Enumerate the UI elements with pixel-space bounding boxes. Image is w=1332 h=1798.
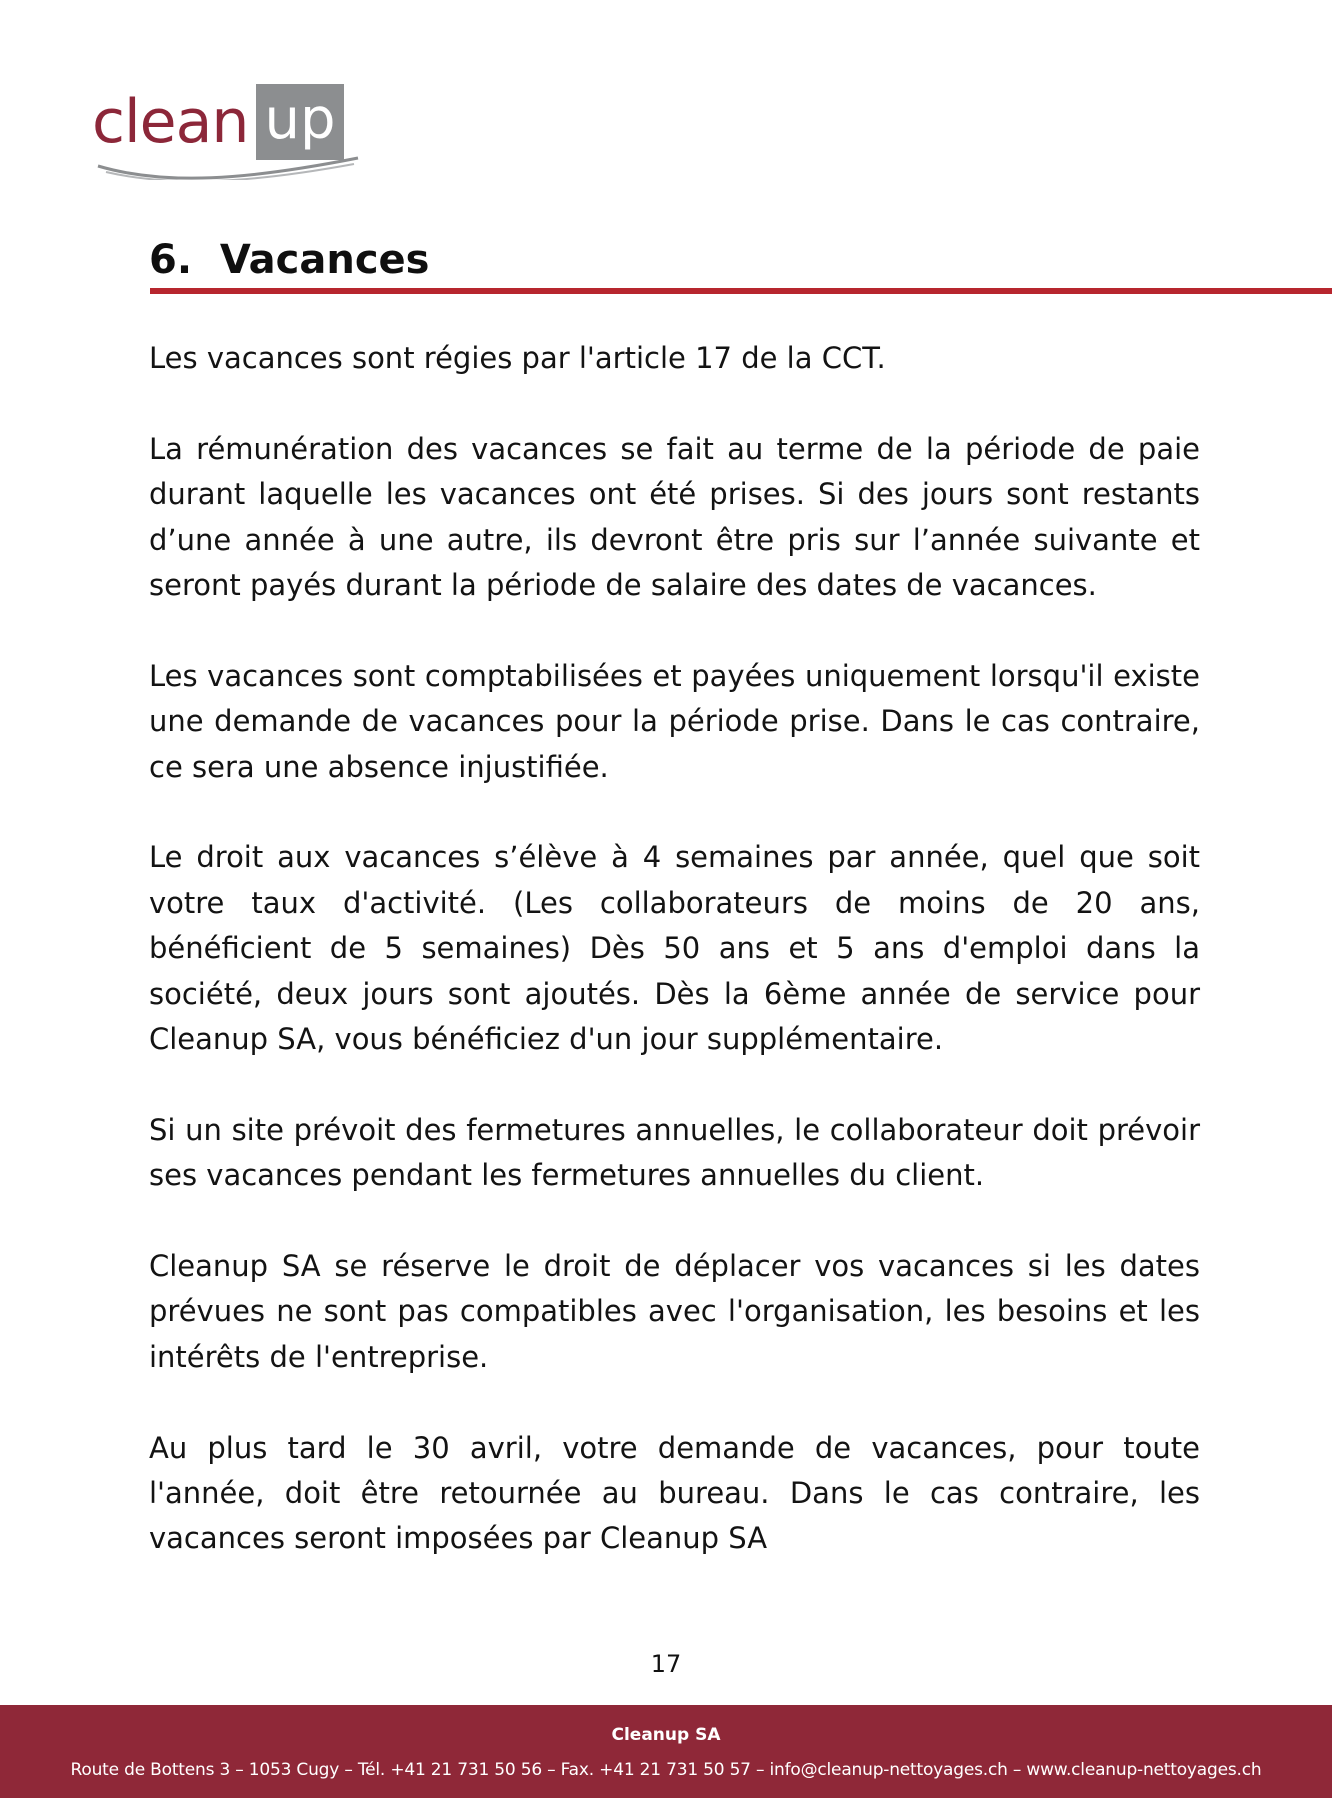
- paragraph-entitlement: Le droit aux vacances s’élève à 4 semaines par année, quel que soit votre taux d'activité. (Les collaborateurs de moins de 20 ans, bénéficient de 5 semaines) Dès 50 ans et 5 ans d'emploi dans la société, deux jours sont ajoutés. Dès la 6ème année de service pour Cleanup SA, vous bénéficiez d'un jour supplémentaire.: [149, 840, 1200, 1057]
- logo-text-up: up: [264, 87, 336, 152]
- heading-underline: [150, 288, 1332, 294]
- paragraph-reschedule-right: Cleanup SA se réserve le droit de déplacer vos vacances si les dates prévues ne sont pas compatibles avec l'organisation, les besoins et les intérêts de l'entreprise.: [149, 1249, 1200, 1374]
- paragraph-deadline: Au plus tard le 30 avril, votre demande de vacances, pour toute l'année, doit être retournée au bureau. Dans le cas contraire, les vacances seront imposées par Cleanup SA: [149, 1430, 1200, 1556]
- paragraph-remuneration: La rémunération des vacances se fait au terme de la période de paie durant laquelle les vacances ont été prises. Si des jours sont restants d’une année à une autre, ils devront être pris sur l’année suivante et seront payés durant la période de salaire des dates de vacances.: [149, 431, 1200, 603]
- footer-contact-line: Route de Bottens 3 – 1053 Cugy – Tél. +41 21 731 50 56 – Fax. +41 21 731 50 57 – info@cleanup-nettoyages.ch – www.cleanup-nettoyages.ch: [70, 1760, 1262, 1780]
- paragraph-cct-reference: Les vacances sont régies par l'article 17 de la CCT.: [149, 341, 886, 375]
- paragraph-annual-closures: Si un site prévoit des fermetures annuelles, le collaborateur doit prévoir ses vacances pendant les fermetures annuelles du client.: [149, 1112, 1200, 1193]
- paragraph-accounting: Les vacances sont comptabilisées et payées uniquement lorsqu'il existe une demande de vacances pour la période prise. Dans le cas contraire, ce sera une absence injustifiée.: [149, 658, 1200, 784]
- body-text: [149, 336, 1200, 1607]
- section-heading: 6. Vacances: [149, 237, 430, 283]
- footer-company-name: Cleanup SA: [611, 1725, 721, 1745]
- section-heading-wrap: [149, 235, 429, 285]
- logo-swoosh-icon: [96, 152, 360, 180]
- company-logo: [92, 80, 362, 180]
- page-number: 17: [650, 1650, 682, 1678]
- logo-text-clean: clean: [92, 87, 249, 157]
- page-footer: [0, 1705, 1332, 1798]
